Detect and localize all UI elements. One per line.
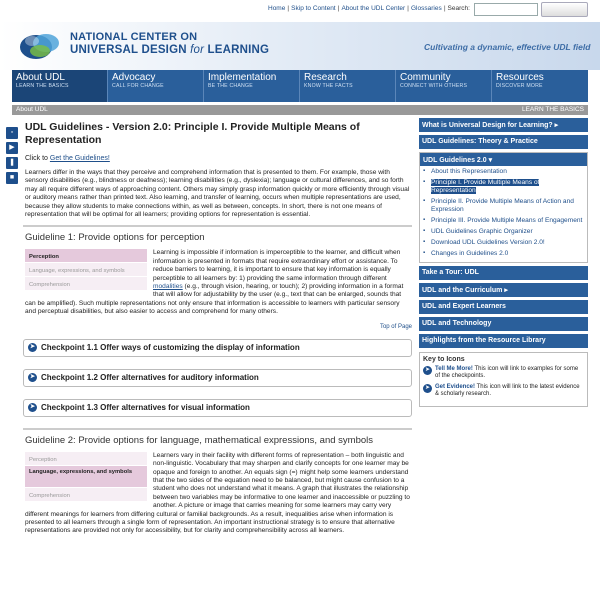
menu-item-label: Principle I. Provide Multiple Means of Representation xyxy=(431,178,540,194)
about-center-link[interactable]: About the UDL Center xyxy=(341,5,406,12)
nav-title: Research xyxy=(304,72,347,83)
page-icon[interactable]: ▫ xyxy=(6,127,18,139)
tab-language[interactable]: Language, expressions, and symbols xyxy=(25,263,147,277)
guideline-1-body xyxy=(23,249,412,316)
org-name-line2 xyxy=(70,44,269,56)
nav-implementation[interactable] xyxy=(204,70,300,102)
play-icon[interactable]: ▶ xyxy=(6,142,18,154)
menu-item-label: Download UDL Guidelines Version 2.0! xyxy=(431,238,545,246)
pause-icon[interactable]: ❚ xyxy=(6,157,18,169)
org-name-italic: for xyxy=(190,44,205,56)
key-title: Key to Icons xyxy=(423,355,465,363)
main-nav xyxy=(12,70,588,102)
get-evidence-icon: ➤ xyxy=(424,384,431,391)
menu-item-label: Changes in Guidelines 2.0 xyxy=(431,249,509,257)
guidelines-menu xyxy=(419,152,588,263)
key-desc: This icon will link to examples for some of the checkpoints. xyxy=(435,365,579,379)
sidebar-theory-practice[interactable]: UDL Guidelines: Theory & Practice xyxy=(419,135,588,149)
nav-subtitle: KNOW THE FACTS xyxy=(304,83,353,89)
menu-item-label: Principle II. Provide Multiple Means of Action and Expression xyxy=(431,197,574,213)
divider xyxy=(23,428,412,430)
tab-language[interactable]: Language, expressions, and symbols xyxy=(25,466,147,488)
nav-advocacy[interactable] xyxy=(108,70,204,102)
sidebar-curriculum[interactable]: UDL and the Curriculum ▸ xyxy=(419,283,588,297)
menu-item-changes[interactable] xyxy=(420,248,587,262)
search-input[interactable] xyxy=(474,3,538,16)
utility-links: Home | Skip to Content | About the UDL Center | Glossaries | Search: xyxy=(268,5,470,12)
key-bold: Get Evidence! xyxy=(435,383,476,390)
click-prefix: Click to xyxy=(25,155,50,162)
org-name-end: LEARNING xyxy=(204,44,270,56)
section-label[interactable]: About UDL xyxy=(16,106,48,113)
utility-bar xyxy=(0,0,600,22)
guideline-2-heading: Guideline 2: Provide options for language, mathematical expressions, and symbols xyxy=(25,434,373,446)
nav-title: Implementation xyxy=(208,72,277,83)
key-desc: This icon will link to the latest evidence & scholarly research. xyxy=(435,383,580,397)
sidebar-technology[interactable]: UDL and Technology xyxy=(419,317,588,331)
get-guidelines-line xyxy=(23,155,412,162)
tab-perception[interactable]: Perception xyxy=(25,249,147,263)
site-header xyxy=(0,22,600,70)
skip-to-content-link[interactable]: Skip to Content xyxy=(291,5,336,12)
glossaries-link[interactable]: Glossaries xyxy=(411,5,442,12)
checkpoint-label: Checkpoint 1.2 Offer alternatives for auditory information xyxy=(41,373,259,383)
divider xyxy=(23,225,412,227)
arrow-right-icon: ➤ xyxy=(29,404,36,411)
main-content xyxy=(23,118,412,536)
nav-research[interactable] xyxy=(300,70,396,102)
arrow-right-icon: ➤ xyxy=(29,344,36,351)
guidelines-menu-title[interactable]: UDL Guidelines 2.0 ▾ xyxy=(420,153,587,166)
sidebar-what-is-udl[interactable]: What is Universal Design for Learning? ▸ xyxy=(419,118,588,132)
org-name-line1: NATIONAL CENTER ON xyxy=(70,31,198,43)
intro-paragraph: Learners differ in the ways that they perceive and comprehend information that is presented to them. For example, those with sensory disabilities (e.g., blindness or deafness); learning disabilities (e.g., dyslexia); language or cultural differences, and so forth may all require different ways of approaching content. Others may simply grasp information quickly or more efficiently through visual or auditory means rather than printed text. Also learning, and transfer of learning, occurs when multiple representations are used, because they allow students to make connections within, as well as between, concepts. In short, there is not one means of representation that will be optimal for all learners; providing options for representation is essential. xyxy=(25,169,410,219)
tab-comprehension[interactable]: Comprehension xyxy=(25,277,147,291)
menu-item-graphic-organizer[interactable] xyxy=(420,226,587,237)
tab-perception[interactable]: Perception xyxy=(25,452,147,466)
tell-me-more-icon: ➤ xyxy=(424,366,431,373)
get-guidelines-link[interactable]: Get the Guidelines! xyxy=(49,155,110,162)
nav-resources[interactable] xyxy=(492,70,588,102)
arrow-right-icon: ➤ xyxy=(29,374,36,381)
checkpoint-1-2[interactable] xyxy=(23,369,412,387)
nav-title: About UDL xyxy=(16,72,65,83)
nav-title: Community xyxy=(400,72,451,83)
guideline-1-text-b: (e.g., through vision, hearing, or touch); 2) providing information in a format that will allow for adjustability by the user (e.g., text that can be enlarged, sounds that can be amplified). Such multiple representations not only ensure that information is accessible to learners with particular sensory and perceptual disabilities, but also easier to access and comprehend for many others. xyxy=(25,283,404,316)
menu-item-about-representation[interactable] xyxy=(420,166,587,177)
nav-subtitle: BE THE CHANGE xyxy=(208,83,253,89)
nav-subtitle: DISCOVER MORE xyxy=(496,83,543,89)
page-title: UDL Guidelines - Version 2.0: Principle I. Provide Multiple Means of Representation xyxy=(25,121,360,146)
nav-title: Advocacy xyxy=(112,72,156,83)
menu-item-principle-1[interactable] xyxy=(420,177,587,196)
checkpoint-1-3[interactable] xyxy=(23,399,412,417)
key-to-icons xyxy=(419,352,588,407)
udl-logo-icon[interactable] xyxy=(18,27,64,63)
guideline-1-text-a: Learning is impossible if information is imperceptible to the learner, and difficult when information is presented in formats that require extraordinary effort or assistance. To reduce barriers to learning, it is important to ensure that key information is equally perceptible to all learners by: 1) providing the same information through different xyxy=(153,249,401,282)
org-name-main: UNIVERSAL DESIGN xyxy=(70,44,191,56)
checkpoint-label: Checkpoint 1.3 Offer alternatives for visual information xyxy=(41,403,250,413)
nav-community[interactable] xyxy=(396,70,492,102)
guideline-1-heading: Guideline 1: Provide options for perception xyxy=(25,232,205,244)
nav-subtitle: LEARN THE BASICS xyxy=(16,83,69,89)
nav-about-udl[interactable] xyxy=(12,70,108,102)
section-bar xyxy=(12,105,588,115)
sidebar-expert-learners[interactable]: UDL and Expert Learners xyxy=(419,300,588,314)
nav-subtitle: CONNECT WITH OTHERS xyxy=(400,83,468,89)
menu-item-download[interactable] xyxy=(420,237,587,248)
top-of-page-link[interactable]: Top of Page xyxy=(379,323,412,330)
reading-toolbar xyxy=(6,127,18,184)
menu-item-label: UDL Guidelines Graphic Organizer xyxy=(431,227,533,235)
guideline-1-tabs xyxy=(25,249,147,291)
sidebar-take-tour[interactable]: Take a Tour: UDL xyxy=(419,266,588,280)
menu-item-label: About this Representation xyxy=(431,167,507,175)
tab-comprehension[interactable]: Comprehension xyxy=(25,488,147,502)
search-button[interactable] xyxy=(541,2,588,17)
key-text xyxy=(435,384,584,399)
guideline-2-tabs xyxy=(25,452,147,502)
modalities-link[interactable]: modalities xyxy=(153,283,183,291)
home-link[interactable]: Home xyxy=(268,5,286,12)
tagline: Cultivating a dynamic, effective UDL field xyxy=(424,42,591,52)
key-row xyxy=(423,366,584,381)
checkpoint-1-1[interactable] xyxy=(23,339,412,357)
menu-item-principle-3[interactable] xyxy=(420,215,587,226)
stop-icon[interactable]: ■ xyxy=(6,172,18,184)
nav-subtitle: CALL FOR CHANGE xyxy=(112,83,164,89)
section-sublabel: LEARN THE BASICS xyxy=(521,106,584,113)
menu-item-principle-2[interactable] xyxy=(420,196,587,215)
menu-item-label: Principle III. Provide Multiple Means of Engagement xyxy=(431,216,583,224)
key-bold: Tell Me More! xyxy=(435,365,473,372)
checkpoint-label: Checkpoint 1.1 Offer ways of customizing the display of information xyxy=(41,343,300,353)
nav-title: Resources xyxy=(496,72,544,83)
guideline-2-text: Learners vary in their facility with different forms of representation – both linguistic and non-linguistic. Vocabulary that may sharpen and clarify concepts for one learner may be opaque and foreign to another. An equals sign (=) might help some learners understand that the two sides of the equation need to be balanced, but might cause confusion to a student who does not understand what it means. A graph that illustrates the relationship between two variables may be informative to one learner and inaccessible or puzzling to another. A picture or image that carries meaning for some learners may carry very different meanings for learners from differing cultural or familial backgrounds. As a result, inequalities arise when information is presented to all learners through a single form of representation. An important instructional strategy is to ensure that alternative representations are provided not only for accessibility, but for clarity and comprehensibility across all learners. xyxy=(25,451,410,535)
key-row xyxy=(423,384,584,399)
sidebar-resource-highlights[interactable]: Highlights from the Resource Library xyxy=(419,334,588,348)
sidebar xyxy=(419,118,588,407)
key-text xyxy=(435,366,584,381)
search-label: Search: xyxy=(447,5,470,12)
guideline-2-body xyxy=(23,452,412,536)
